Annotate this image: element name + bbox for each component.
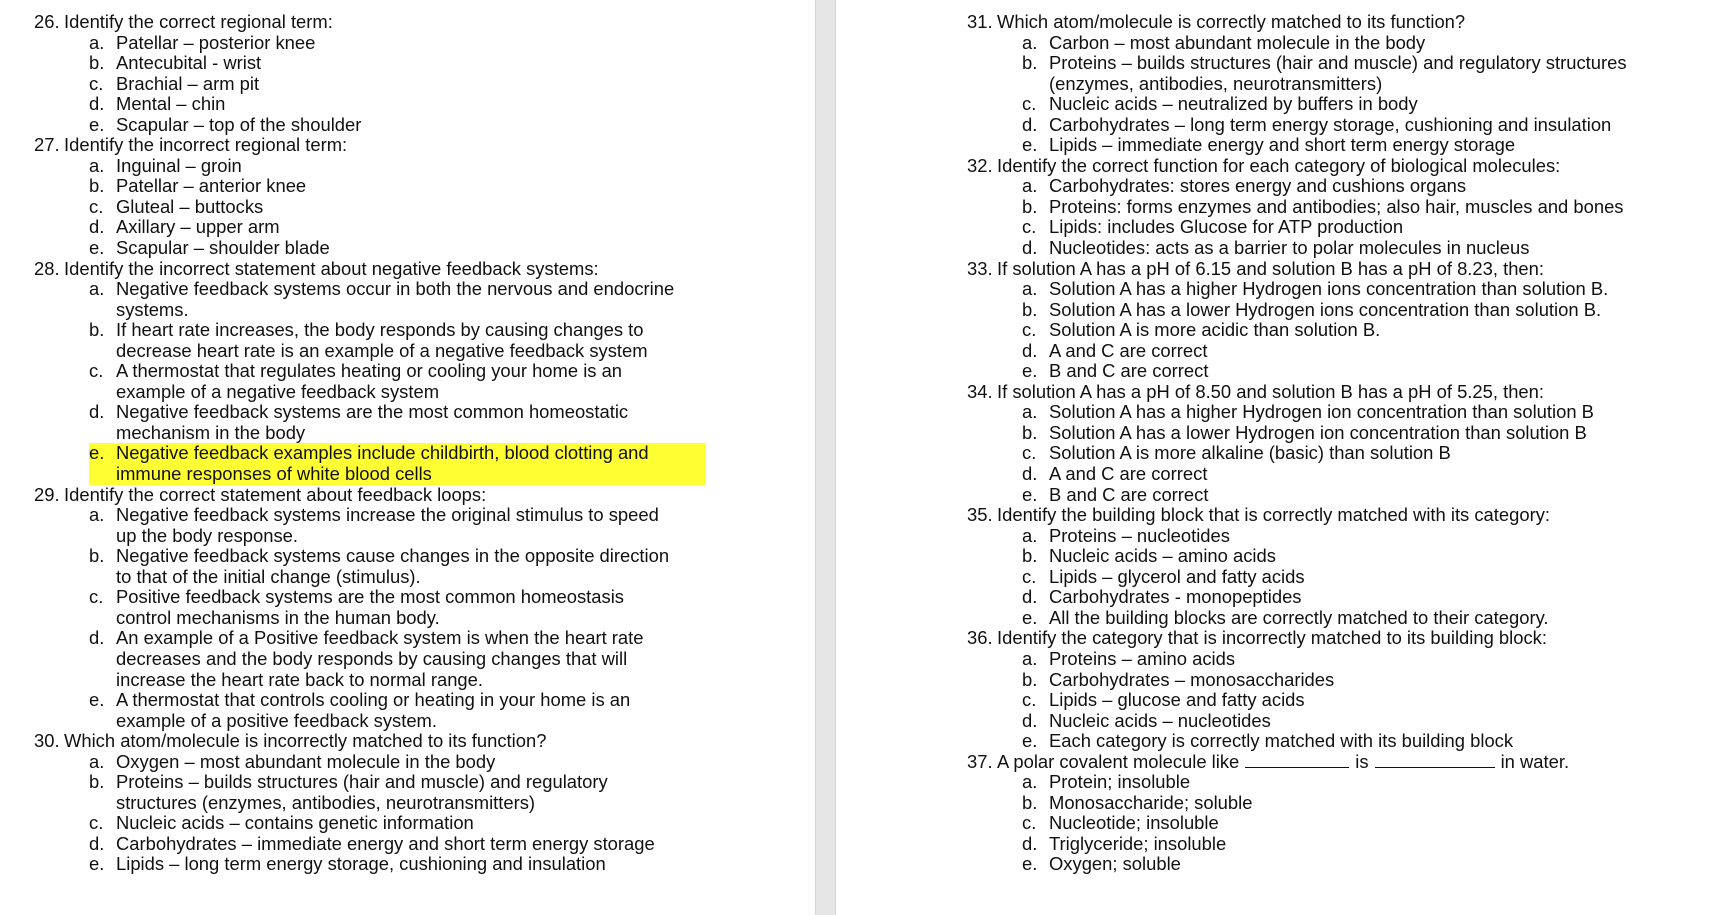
option-text: Lipids – long term energy storage, cushioning and insulation (116, 853, 606, 875)
answer-option (1022, 813, 1714, 834)
option-letter: c. (89, 72, 104, 94)
question-stem (967, 382, 1714, 403)
question-text: Which atom/molecule is incorrectly matched to its function? (64, 730, 547, 752)
option-text: A and C are correct (1049, 339, 1208, 361)
option-letter: c. (1022, 319, 1037, 341)
option-text: Patellar – anterior knee (116, 175, 307, 197)
option-text: A and C are correct (1049, 463, 1208, 485)
option-letter: c. (89, 195, 104, 217)
question-stem (34, 12, 815, 33)
option-text: Triglyceride; insoluble (1049, 832, 1227, 854)
answer-option (89, 690, 815, 731)
option-letter: d. (89, 401, 105, 423)
option-text: Negative feedback systems increase the original stimulus to speed up the body response. (116, 504, 659, 546)
answer-option (1022, 711, 1714, 732)
option-letter: a. (1022, 31, 1038, 53)
option-letter: a. (1022, 401, 1038, 423)
option-text: Each category is correctly matched with its building block (1049, 730, 1514, 752)
option-text: Carbohydrates - monopeptides (1049, 586, 1302, 608)
option-letter: b. (1022, 52, 1038, 74)
option-text: Axillary – upper arm (116, 216, 280, 238)
option-letter: e. (89, 443, 116, 484)
option-letter: a. (1022, 524, 1038, 546)
option-text: All the building blocks are correctly matched to their category. (1049, 606, 1549, 628)
question-29 (34, 485, 815, 732)
option-text: Nucleic acids – neutralized by buffers in body (1049, 93, 1418, 115)
answer-option (1022, 238, 1714, 259)
answer-option (1022, 485, 1714, 506)
option-text: An example of a Positive feedback system is when the heart rate decreases and the body responds by causing changes that will increase the heart rate back to normal range. (116, 627, 644, 690)
option-letter: b. (89, 52, 105, 74)
question-stem (34, 731, 815, 752)
option-letter: a. (89, 154, 105, 176)
answer-option (1022, 464, 1714, 485)
answer-option (1022, 115, 1714, 136)
answer-option (89, 74, 815, 95)
answer-options (34, 752, 815, 875)
option-text: Solution A is more acidic than solution B. (1049, 319, 1381, 341)
option-letter: c. (1022, 565, 1037, 587)
answer-option (1022, 197, 1714, 218)
option-text: Antecubital - wrist (116, 52, 262, 74)
option-letter: e. (1022, 730, 1038, 752)
answer-option (1022, 526, 1714, 547)
option-text: Nucleotides: acts as a barrier to polar molecules in nucleus (1049, 237, 1530, 259)
answer-options (967, 176, 1714, 258)
question-32 (967, 156, 1714, 259)
option-letter: c. (1022, 689, 1037, 711)
option-text: Oxygen; soluble (1049, 853, 1181, 875)
question-text: Which atom/molecule is correctly matched to its function? (997, 11, 1466, 32)
option-letter: d. (89, 93, 105, 115)
option-letter: e. (1022, 853, 1038, 875)
answer-option (89, 402, 815, 443)
question-text: Identify the correct function for each category of biological molecules: (997, 154, 1561, 176)
question-34 (967, 382, 1714, 505)
answer-options (967, 279, 1714, 382)
option-text: Nucleic acids – nucleotides (1049, 709, 1271, 731)
option-letter: a. (89, 278, 105, 300)
option-letter: a. (1022, 175, 1038, 197)
option-text: Solution A is more alkaline (basic) than solution B (1049, 442, 1451, 464)
question-text: Identify the incorrect statement about negative feedback systems: (64, 257, 599, 279)
option-letter: b. (1022, 195, 1038, 217)
option-text: Solution A has a lower Hydrogen ion concentration than solution B (1049, 421, 1587, 443)
option-text: Carbohydrates – immediate energy and short term energy storage (116, 832, 655, 854)
answer-blank (1375, 753, 1495, 768)
question-stem (34, 259, 815, 280)
question-stem (967, 259, 1714, 280)
option-text: Proteins: forms enzymes and antibodies; also hair, muscles and bones (1049, 195, 1624, 217)
option-letter: a. (1022, 771, 1038, 793)
option-text: Proteins – nucleotides (1049, 524, 1230, 546)
answer-option (89, 628, 815, 690)
answer-option (1022, 546, 1714, 567)
option-text: Negative feedback examples include childbirth, blood clotting and immune responses of white blood cells (116, 443, 706, 484)
option-text: Solution A has a higher Hydrogen ion concentration than solution B (1049, 401, 1594, 423)
question-31 (967, 12, 1714, 156)
answer-option (89, 238, 815, 259)
document-page-left (0, 0, 815, 915)
answer-option (1022, 33, 1714, 54)
option-letter: d. (1022, 237, 1038, 259)
option-letter: a. (1022, 278, 1038, 300)
option-letter: e. (1022, 606, 1038, 628)
question-number: 29. (34, 483, 60, 505)
option-text: Nucleic acids – contains genetic information (116, 812, 474, 834)
option-letter: d. (89, 627, 105, 649)
question-stem (967, 752, 1714, 773)
page-gap (815, 0, 836, 915)
answer-option (89, 505, 815, 546)
option-letter: c. (1022, 93, 1037, 115)
answer-blank (1245, 753, 1349, 768)
question-text-part: A polar covalent molecule like (997, 750, 1240, 772)
option-text: Proteins – builds structures (hair and muscle) and regulatory structures (enzymes, antibodies, neurotransmitters) (1049, 52, 1627, 94)
answer-option (89, 834, 815, 855)
option-text: Negative feedback systems are the most common homeostatic mechanism in the body (116, 401, 629, 443)
answer-option (1022, 423, 1714, 444)
question-text: Identify the correct regional term: (64, 11, 333, 32)
question-35 (967, 505, 1714, 628)
option-letter: a. (1022, 647, 1038, 669)
question-number: 28. (34, 257, 60, 279)
option-text: Lipids – glucose and fatty acids (1049, 689, 1305, 711)
answer-option (89, 53, 815, 74)
question-number: 37. (967, 750, 993, 772)
question-33 (967, 259, 1714, 382)
answer-options (967, 649, 1714, 752)
question-stem (967, 156, 1714, 177)
option-text: Lipids – immediate energy and short term energy storage (1049, 134, 1516, 156)
option-text: Carbohydrates: stores energy and cushions organs (1049, 175, 1467, 197)
option-letter: d. (1022, 586, 1038, 608)
answer-option (1022, 854, 1714, 875)
question-number: 26. (34, 11, 60, 32)
answer-option (89, 279, 815, 320)
option-text: Nucleic acids – amino acids (1049, 545, 1276, 567)
answer-option (1022, 341, 1714, 362)
option-letter: c. (89, 812, 104, 834)
question-stem (34, 135, 815, 156)
answer-option (1022, 649, 1714, 670)
option-text: A thermostat that controls cooling or heating in your home is an example of a positive feedback system. (116, 689, 631, 731)
answer-option (89, 197, 815, 218)
option-text: Brachial – arm pit (116, 72, 260, 94)
question-stem (34, 485, 815, 506)
option-letter: d. (89, 832, 105, 854)
answer-option (89, 115, 815, 136)
option-text: B and C are correct (1049, 360, 1209, 382)
option-letter: b. (1022, 421, 1038, 443)
answer-option (89, 854, 815, 875)
answer-option (89, 813, 815, 834)
answer-option (1022, 217, 1714, 238)
question-text: Identify the category that is incorrectly matched to its building block: (997, 627, 1547, 649)
answer-options (34, 156, 815, 259)
answer-option (1022, 402, 1714, 423)
answer-option (1022, 670, 1714, 691)
answer-options (34, 505, 815, 731)
answer-option (1022, 772, 1714, 793)
option-text: Solution A has a higher Hydrogen ions concentration than solution B. (1049, 278, 1609, 300)
option-letter: d. (1022, 463, 1038, 485)
option-text: Gluteal – buttocks (116, 195, 264, 217)
option-letter: b. (89, 771, 105, 793)
answer-option (1022, 443, 1714, 464)
answer-option (1022, 53, 1714, 94)
option-letter: d. (1022, 113, 1038, 135)
option-letter: d. (1022, 709, 1038, 731)
question-number: 34. (967, 380, 993, 402)
answer-option (1022, 300, 1714, 321)
question-number: 35. (967, 504, 993, 526)
answer-option (89, 33, 815, 54)
answer-option (1022, 176, 1714, 197)
answer-option (89, 546, 815, 587)
option-letter: b. (89, 545, 105, 567)
answer-option (1022, 731, 1714, 752)
question-text: If solution A has a pH of 8.50 and solution B has a pH of 5.25, then: (997, 380, 1544, 402)
option-text: Protein; insoluble (1049, 771, 1191, 793)
option-letter: e. (1022, 134, 1038, 156)
answer-option (1022, 320, 1714, 341)
question-text-part: is (1355, 750, 1369, 772)
option-text: A thermostat that regulates heating or cooling your home is an example of a negative feedback system (116, 360, 623, 402)
answer-option (89, 587, 815, 628)
option-text: Proteins – amino acids (1049, 647, 1236, 669)
option-text: Carbon – most abundant molecule in the body (1049, 31, 1426, 53)
option-letter: c. (89, 360, 104, 382)
option-text: Nucleotide; insoluble (1049, 812, 1219, 834)
answer-options (34, 33, 815, 136)
option-letter: e. (89, 853, 105, 875)
option-text: Solution A has a lower Hydrogen ions concentration than solution B. (1049, 298, 1602, 320)
option-letter: b. (89, 175, 105, 197)
answer-option (89, 320, 815, 361)
question-36 (967, 628, 1714, 751)
question-text-part: in water. (1500, 750, 1570, 772)
option-text: Patellar – posterior knee (116, 31, 316, 53)
option-letter: d. (89, 216, 105, 238)
answer-options (967, 526, 1714, 629)
option-letter: d. (1022, 832, 1038, 854)
option-text: Inguinal – groin (116, 154, 242, 176)
option-letter: b. (1022, 545, 1038, 567)
question-text: Identify the incorrect regional term: (64, 134, 348, 156)
option-letter: a. (89, 31, 105, 53)
option-letter: c. (89, 586, 104, 608)
question-26 (34, 12, 815, 135)
option-letter: b. (1022, 298, 1038, 320)
answer-option (1022, 834, 1714, 855)
question-text: Identify the correct statement about feedback loops: (64, 483, 487, 505)
answer-option (1022, 608, 1714, 629)
answer-options (967, 33, 1714, 156)
option-text: Monosaccharide; soluble (1049, 791, 1253, 813)
question-30 (34, 731, 815, 875)
question-stem (967, 628, 1714, 649)
option-letter: e. (89, 113, 105, 135)
answer-option (89, 361, 815, 402)
question-28 (34, 259, 815, 485)
answer-option (1022, 587, 1714, 608)
option-text: Negative feedback systems occur in both the nervous and endocrine systems. (116, 278, 675, 320)
answer-option (1022, 690, 1714, 711)
option-letter: e. (89, 237, 105, 259)
option-text: Oxygen – most abundant molecule in the body (116, 750, 496, 772)
option-letter: b. (89, 319, 105, 341)
option-text: Proteins – builds structures (hair and muscle) and regulatory structures (enzymes, antibodies, neurotransmitters) (116, 771, 608, 813)
question-text: If solution A has a pH of 6.15 and solution B has a pH of 8.23, then: (997, 257, 1544, 279)
option-letter: d. (1022, 339, 1038, 361)
option-text: Scapular – shoulder blade (116, 237, 330, 259)
option-letter: e. (1022, 483, 1038, 505)
option-text: Scapular – top of the shoulder (116, 113, 362, 135)
option-text: Carbohydrates – monosaccharides (1049, 668, 1335, 690)
answer-option (89, 217, 815, 238)
option-text: Lipids – glycerol and fatty acids (1049, 565, 1305, 587)
option-text: Negative feedback systems cause changes in the opposite direction to that of the initial change (stimulus). (116, 545, 670, 587)
answer-option (89, 752, 815, 773)
answer-options (967, 772, 1714, 875)
option-letter: c. (1022, 812, 1037, 834)
option-letter: b. (1022, 791, 1038, 813)
question-number: 32. (967, 154, 993, 176)
answer-option (1022, 793, 1714, 814)
answer-option (1022, 361, 1714, 382)
answer-options (967, 402, 1714, 505)
question-text: Identify the building block that is correctly matched with its category: (997, 504, 1551, 526)
answer-option (89, 94, 815, 115)
question-stem (967, 505, 1714, 526)
answer-option (89, 176, 815, 197)
answer-options (34, 279, 815, 484)
answer-option (1022, 567, 1714, 588)
question-number: 33. (967, 257, 993, 279)
answer-option (89, 772, 815, 813)
question-number: 30. (34, 730, 60, 752)
option-letter: c. (1022, 442, 1037, 464)
option-text: B and C are correct (1049, 483, 1209, 505)
option-text: Mental – chin (116, 93, 226, 115)
option-text: Carbohydrates – long term energy storage, cushioning and insulation (1049, 113, 1612, 135)
option-letter: e. (89, 689, 105, 711)
option-letter: a. (89, 750, 105, 772)
question-stem (967, 12, 1714, 33)
question-number: 27. (34, 134, 60, 156)
highlighted-answer-option (89, 443, 815, 484)
question-37 (967, 752, 1714, 875)
answer-option (89, 156, 815, 177)
question-number: 36. (967, 627, 993, 649)
question-number: 31. (967, 11, 993, 32)
answer-option (1022, 279, 1714, 300)
question-text (997, 752, 1714, 773)
question-27 (34, 135, 815, 258)
document-page-right (836, 0, 1714, 915)
option-letter: a. (89, 504, 105, 526)
option-letter: b. (1022, 668, 1038, 690)
option-letter: e. (1022, 360, 1038, 382)
option-text: If heart rate increases, the body responds by causing changes to decrease heart rate is an example of a negative feedback system (116, 319, 648, 361)
answer-option (1022, 94, 1714, 115)
option-text: Lipids: includes Glucose for ATP production (1049, 216, 1404, 238)
option-text: Positive feedback systems are the most common homeostasis control mechanisms in the human body. (116, 586, 624, 628)
option-letter: c. (1022, 216, 1037, 238)
answer-option (1022, 135, 1714, 156)
